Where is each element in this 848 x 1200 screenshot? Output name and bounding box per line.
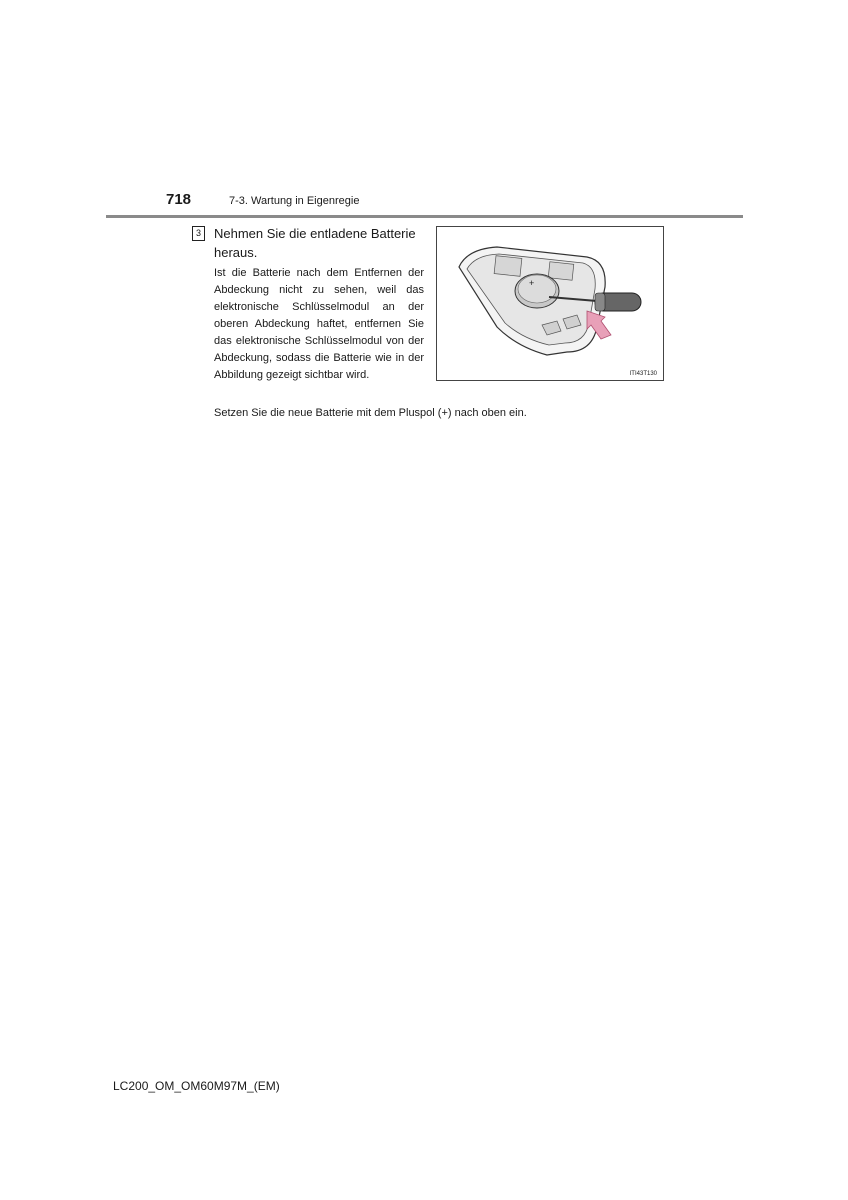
module-pad [548, 262, 574, 280]
key-fob-drawing [437, 227, 665, 382]
battery-top [518, 275, 556, 303]
module-pad [494, 256, 522, 277]
step-body-text: Ist die Batterie nach dem Entfernen der Abdeckung nicht zu sehen, weil das elektronische Schlüsselmodul an der oberen Abdeckung haftet, entfernen Sie das elektronische Schlüsselmodul von der Abdeckung, sodass die Batterie wie in der Abbildung gezeigt sichtbar wird. [214, 267, 424, 381]
page-number: 718 [166, 191, 192, 208]
battery-removal-illustration [436, 226, 664, 381]
battery-insert-note: Setzen Sie die neue Batterie mit dem Pluspol (+) nach oben ein. [214, 407, 527, 419]
screwdriver-collar [595, 293, 605, 311]
figure-code: ITI43T130 [629, 371, 657, 377]
document-id: LC200_OM_OM60M97M_(EM) [113, 1079, 280, 1093]
section-title: 7-3. Wartung in Eigenregie [229, 195, 360, 207]
header-divider [106, 215, 743, 218]
step-title: Nehmen Sie die entladene Batterie heraus. [214, 226, 416, 260]
battery-plus-sign: + [529, 278, 535, 288]
step-number-box: 3 [192, 226, 205, 241]
